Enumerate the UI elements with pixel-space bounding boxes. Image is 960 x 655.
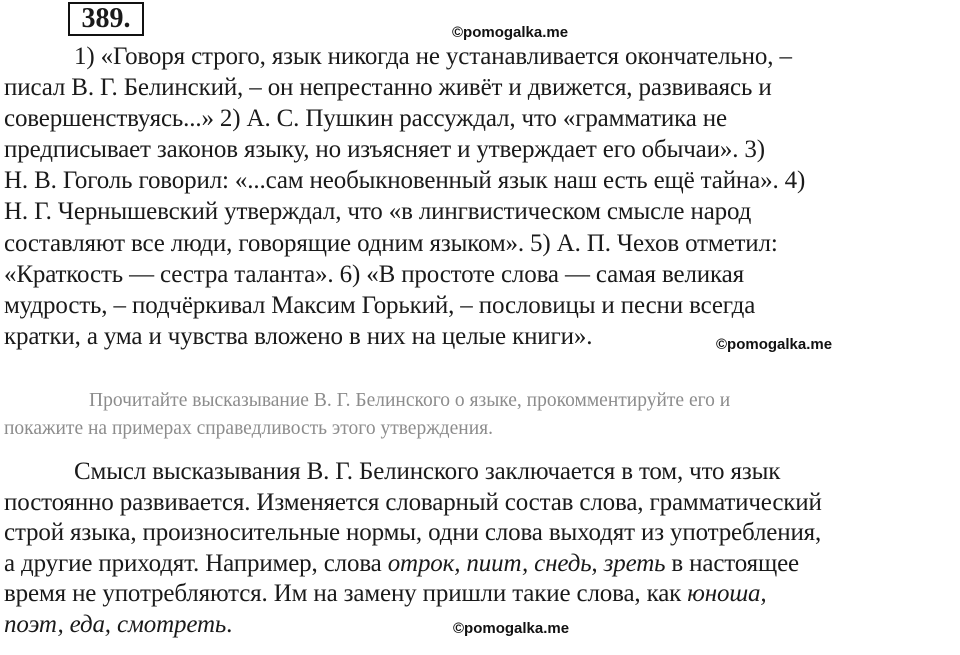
task-instruction — [4, 387, 954, 443]
quotes-paragraph — [4, 41, 954, 352]
answer-paragraph — [4, 457, 954, 641]
quotes-line: Н. В. Гоголь говорил: «...сам необыкновенный язык наш есть ещё тайна». 4) — [4, 167, 806, 195]
quotes-line: 1) «Говоря строго, язык никогда не устанавливается окончательно, – — [74, 43, 792, 70]
answer-text: в настоящее — [665, 549, 799, 577]
task-line: Прочитайте высказывание В. Г. Белинского о языке, прокомментируйте его и — [89, 390, 731, 411]
answer-line: постоянно развивается. Изменяется словарный состав слова, грамматический — [4, 488, 822, 516]
archaic-words: отрок, пиит, снедь, зреть — [387, 549, 666, 577]
answer-text: время не употребляются. Им на замену пришли такие слова, как — [4, 580, 688, 608]
exercise-number: 389. — [68, 2, 144, 36]
quotes-line: писал В. Г. Белинский, – он непрестанно живёт и движется, развиваясь и — [4, 74, 772, 102]
watermark-top: ©pomogalka.me — [452, 24, 569, 41]
quotes-line: кратки, а ума и чувства вложено в них на целые книги». — [4, 322, 593, 350]
watermark-middle: ©pomogalka.me — [716, 336, 833, 353]
quotes-line: «Краткость — сестра таланта». 6) «В простоте слова — самая великая — [4, 260, 744, 288]
answer-text: а другие приходят. Например, слова — [4, 549, 388, 577]
quotes-line: совершенствуясь...» 2) А. С. Пушкин рассуждал, что «грамматика не — [4, 105, 727, 133]
modern-words: поэт, еда, смотреть — [4, 610, 227, 638]
quotes-line: составляют все люди, говорящие одним языком». 5) А. П. Чехов отметил: — [4, 229, 778, 257]
answer-line: Смысл высказывания В. Г. Белинского заключается в том, что язык — [74, 458, 781, 485]
quotes-line: Н. Г. Чернышевский утверждал, что «в лингвистическом смысле народ — [4, 198, 752, 226]
watermark-bottom: ©pomogalka.me — [453, 620, 570, 637]
modern-words: юноша, — [687, 580, 767, 608]
quotes-line: предписывает законов языку, но изъясняет и утверждает его обычаи». 3) — [4, 136, 765, 164]
quotes-line: мудрость, – подчёркивал Максим Горький, – пословицы и песни всегда — [4, 291, 756, 319]
answer-line — [4, 579, 954, 610]
answer-line: строй языка, произносительные нормы, одни слова выходят из употребления, — [4, 519, 822, 547]
answer-text: . — [226, 610, 233, 638]
task-line: покажите на примерах справедливость этого утверждения. — [4, 418, 493, 439]
answer-line — [4, 610, 954, 641]
answer-line — [4, 549, 954, 580]
